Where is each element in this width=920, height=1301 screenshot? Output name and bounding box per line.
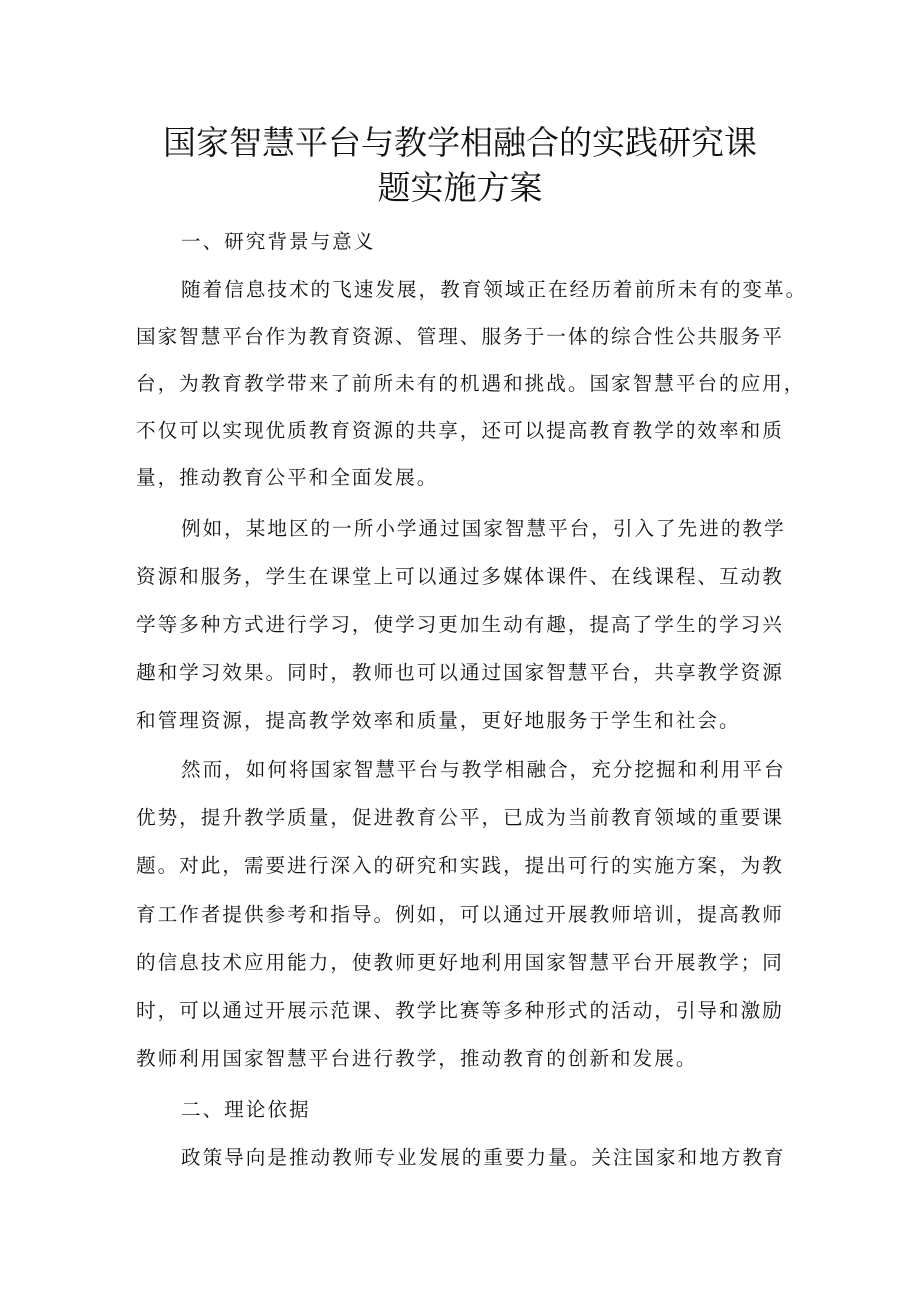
paragraph-3-line-1: 然而，如何将国家智慧平台与教学相融合，充分挖掘和利用平台 <box>181 758 786 781</box>
paragraph-3-line-6: 时，可以通过开展示范课、教学比赛等多种形式的活动，引导和激励 <box>136 999 784 1022</box>
paragraph-1-line-3: 台，为教育教学带来了前所未有的机遇和挑战。国家智慧平台的应用， <box>136 372 806 395</box>
section-heading-background: 一、研究背景与意义 <box>181 230 376 253</box>
paragraph-3-line-5: 的信息技术应用能力，使教师更好地利用国家智慧平台开展教学；同 <box>136 951 784 974</box>
document-title-line-2: 题实施方案 <box>377 168 543 207</box>
document-title-line-1: 国家智慧平台与教学相融合的实践研究课 <box>163 123 757 162</box>
paragraph-1-line-1: 随着信息技术的飞速发展，教育领域正在经历着前所未有的变革。 <box>181 278 808 301</box>
paragraph-3-line-7: 教师利用国家智慧平台进行教学，推动教育的创新和发展。 <box>136 1047 698 1070</box>
paragraph-2-line-1: 例如，某地区的一所小学通过国家智慧平台，引入了先进的教学 <box>181 517 786 540</box>
paragraph-2-line-4: 趣和学习效果。同时，教师也可以通过国家智慧平台，共享教学资源 <box>136 661 784 684</box>
paragraph-1-line-2: 国家智慧平台作为教育资源、管理、服务于一体的综合性公共服务平 <box>136 325 784 348</box>
paragraph-3-line-3: 题。对此，需要进行深入的研究和实践，提出可行的实施方案，为教 <box>136 854 784 877</box>
paragraph-2-line-5: 和管理资源，提高教学效率和质量，更好地服务于学生和社会。 <box>136 709 741 732</box>
paragraph-2-line-2: 资源和服务，学生在课堂上可以通过多媒体课件、在线课程、互动教 <box>136 565 784 588</box>
paragraph-1-line-4: 不仅可以实现优质教育资源的共享，还可以提高教育教学的效率和质 <box>136 419 784 442</box>
section-heading-theory: 二、理论依据 <box>181 1098 311 1121</box>
paragraph-1-line-5: 量，推动教育公平和全面发展。 <box>136 466 439 489</box>
paragraph-3-line-4: 育工作者提供参考和指导。例如，可以通过开展教师培训，提高教师 <box>136 903 784 926</box>
paragraph-4-line-1: 政策导向是推动教师专业发展的重要力量。关注国家和地方教育 <box>181 1146 786 1169</box>
paragraph-2-line-3: 学等多种方式进行学习，使学习更加生动有趣，提高了学生的学习兴 <box>136 613 784 636</box>
paragraph-3-line-2: 优势，提升教学质量，促进教育公平，已成为当前教育领域的重要课 <box>136 806 784 829</box>
